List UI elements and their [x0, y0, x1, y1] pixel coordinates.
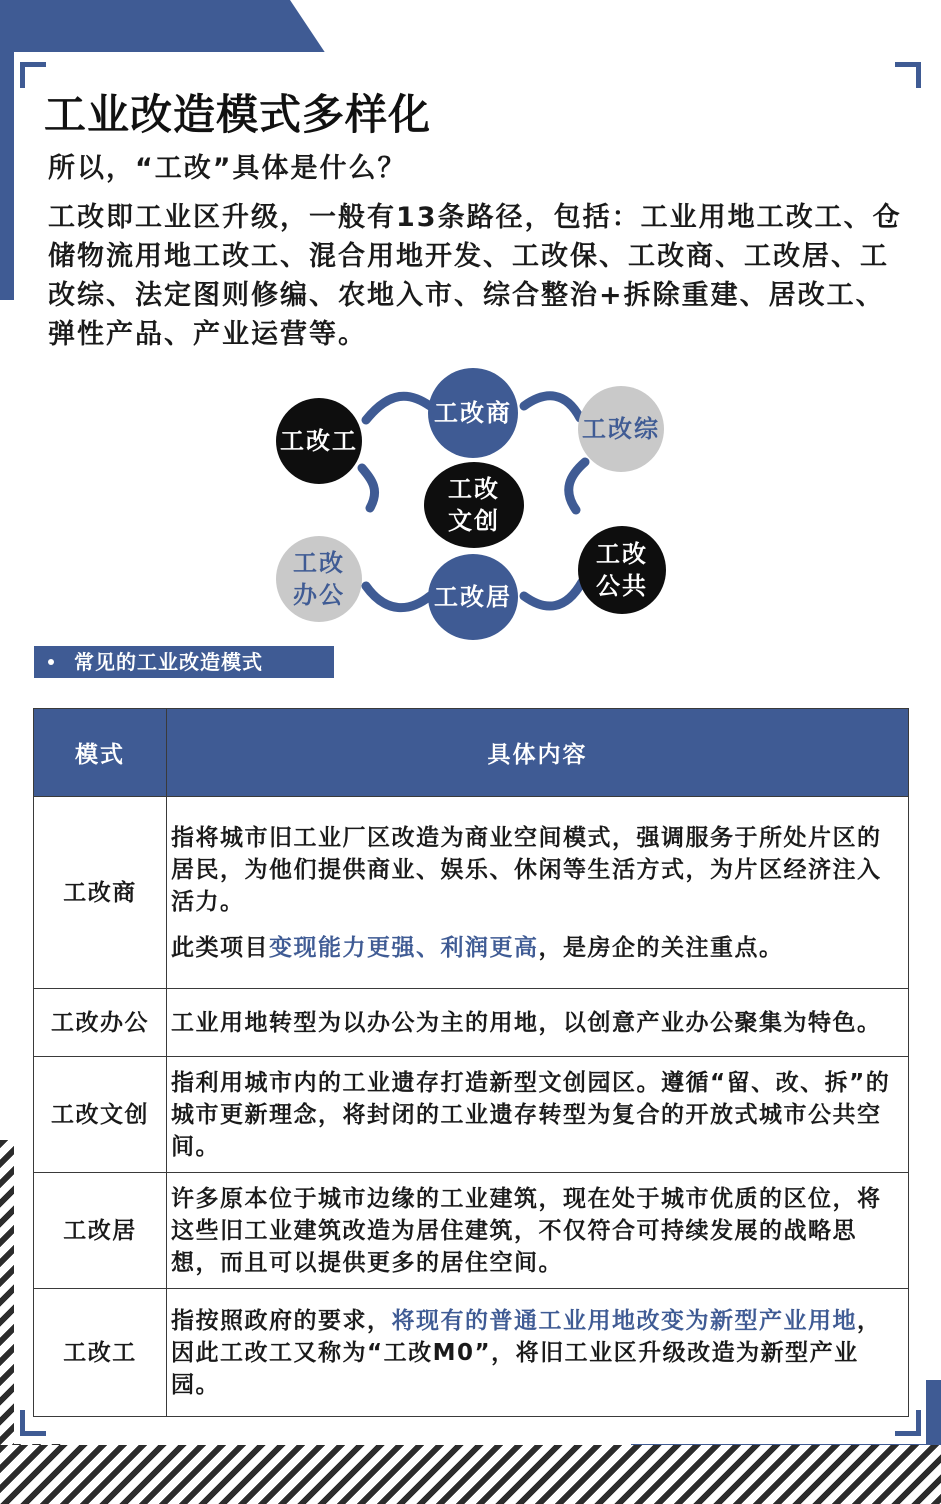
- node-gaishang: 工改商: [428, 368, 518, 458]
- frame-corner: [895, 62, 921, 88]
- table-row: [34, 1289, 909, 1417]
- row-mode: 工改居: [34, 1173, 167, 1289]
- highlight-text: 变现能力更强、利润更高: [269, 934, 539, 961]
- header-content: 具体内容: [167, 709, 909, 797]
- intro-paragraph: 工改即工业区升级，一般有13条路径，包括：工业用地工改工、仓储物流用地工改工、混合用地开发、工改保、工改商、工改居、工改综、法定图则修编、农地入市、综合整治+拆除重建、居改工、弹性产品、产业运营等。: [48, 202, 902, 350]
- table-row: [34, 1057, 909, 1173]
- node-gaibangong: 工改办公: [276, 536, 362, 622]
- row-desc: 工业用地转型为以办公为主的用地，以创意产业办公聚集为特色。: [167, 989, 909, 1057]
- row-mode: 工改商: [34, 797, 167, 989]
- row-desc: 许多原本位于城市边缘的工业建筑，现在处于城市优质的区位，将这些旧工业建筑改造为居住建筑，不仅符合可持续发展的战略思想，而且可以提供更多的居住空间。: [167, 1173, 909, 1289]
- node-gaigong: 工改工: [276, 398, 362, 484]
- desc-text: 指将城市旧工业厂区改造为商业空间模式，强调服务于所处片区的居民，为他们提供商业、娱乐、休闲等生活方式，为片区经济注入活力。: [171, 824, 882, 915]
- row-desc: 指利用城市内的工业遗存打造新型文创园区。遵循“留、改、拆”的城市更新理念，将封闭的工业遗存转型为复合的开放式城市公共空间。: [167, 1057, 909, 1173]
- modes-table: [33, 708, 909, 1417]
- highlight-text: 将现有的普通工业用地改变为新型产业用地: [391, 1307, 857, 1334]
- row-desc: 指按照政府的要求，将现有的普通工业用地改变为新型产业用地，因此工改工又称为“工改M0”，将旧工业区升级改造为新型产业园。: [167, 1289, 909, 1417]
- decor-blue-edge: [0, 0, 14, 300]
- table-row: [34, 1173, 909, 1289]
- header-mode: 模式: [34, 709, 167, 797]
- row-mode: 工改文创: [34, 1057, 167, 1173]
- modes-diagram: [270, 360, 690, 650]
- desc-text-2: 此类项目变现能力更强、利润更高，是房企的关注重点。: [171, 934, 784, 961]
- node-gaigonggong: 工改公共: [578, 526, 666, 614]
- row-mode: 工改办公: [34, 989, 167, 1057]
- section-tag: 常见的工业改造模式: [34, 646, 334, 678]
- frame-corner: [20, 62, 46, 88]
- table-header-row: [34, 709, 909, 797]
- question-heading: 所以，“工改”具体是什么？: [48, 153, 407, 184]
- node-gaizong: 工改综: [578, 386, 664, 472]
- node-gaiju: 工改居: [428, 554, 518, 640]
- row-mode: 工改工: [34, 1289, 167, 1417]
- page-title: 工业改造模式多样化: [44, 90, 432, 139]
- decor-diagonal-stripes-bottom: [0, 1445, 941, 1504]
- table-row: [34, 989, 909, 1057]
- table-row: [34, 797, 909, 989]
- row-desc: [167, 797, 909, 989]
- node-gaiwenchuang: 工改文创: [424, 462, 524, 548]
